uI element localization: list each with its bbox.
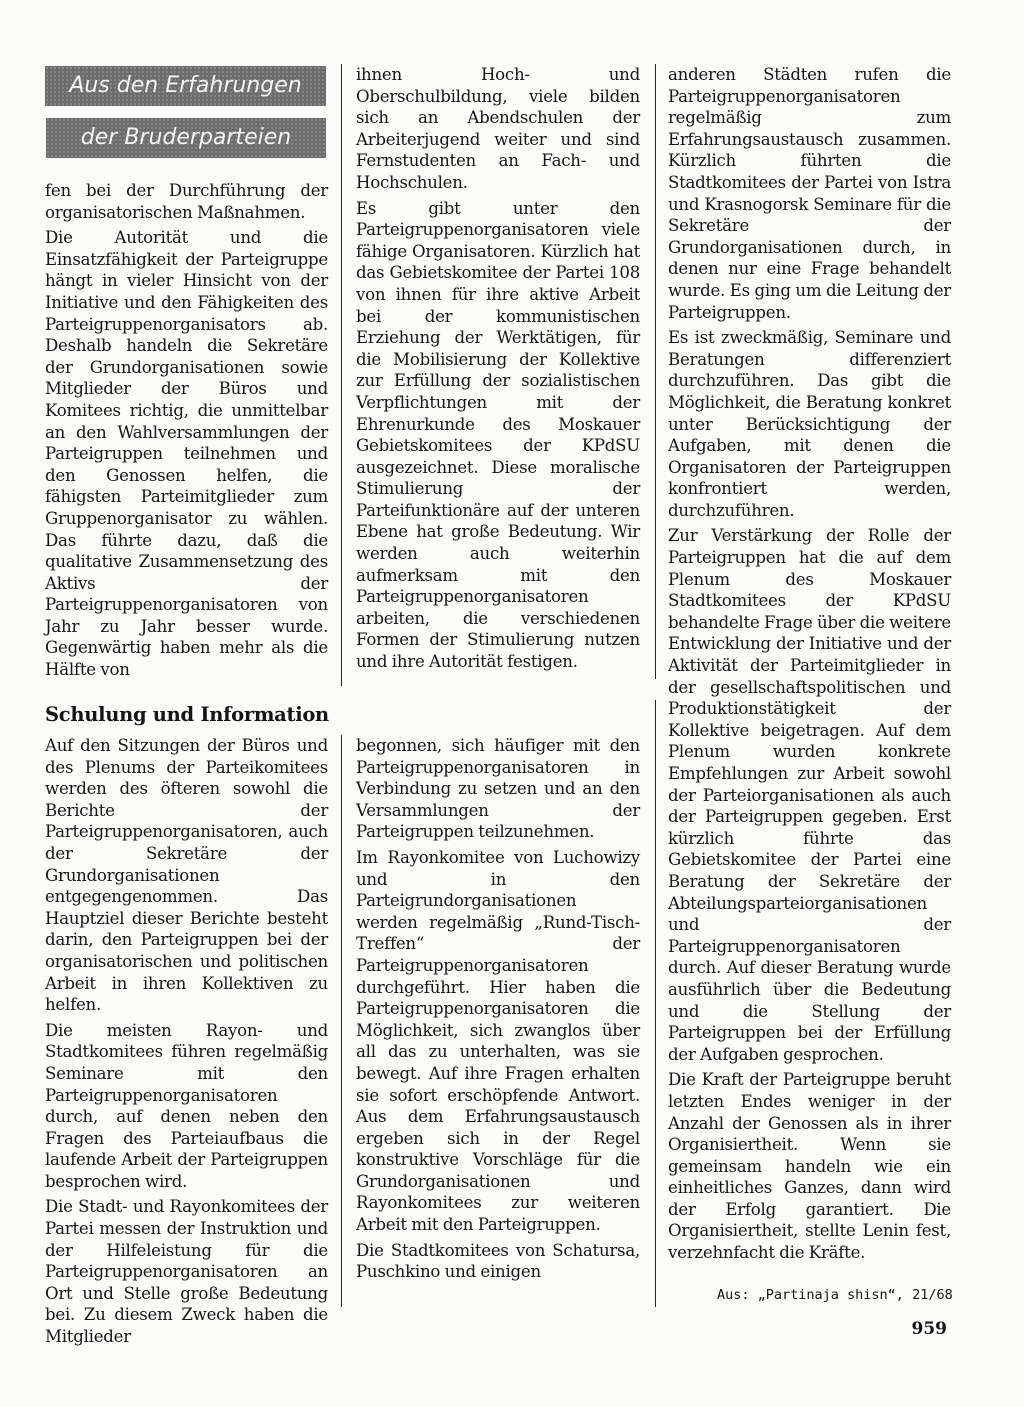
column-divider-1: [341, 64, 342, 686]
column-1-top: [45, 180, 328, 685]
paragraph: fen bei der Durchführung der organisatorischen Maßnahmen.: [45, 181, 328, 222]
page-number: 959: [911, 1319, 947, 1339]
column-2-top: [356, 64, 640, 677]
paragraph: ihnen Hoch- und Oberschulbildung, viele bilden sich an Abendschulen der Arbeiterjugend weiter und sind Fernstudenten an Fach- und Hochschulen.: [356, 65, 640, 192]
section-banner-line-1: Aus den Erfahrungen: [45, 66, 326, 106]
paragraph: Auf den Sitzungen der Büros und des Plenums der Parteikomitees werden des öfteren sowohl die Berichte der Parteigruppenorganisatoren, auch der Sekretäre der Grundorganisationen entgegengenommen. Das Hauptziel dieser Berichte besteht darin, den Parteigruppen bei der organisatorischen und politischen Arbeit in ihren Kollektiven zu helfen.: [45, 736, 328, 1015]
paragraph: Es ist zweckmäßig, Seminare und Beratungen differenziert durchzuführen. Das gibt die Möglichkeit, die Beratung konkret unter Berücksichtigung der Aufgaben, mit denen die Organisatoren der Parteigruppen konfrontiert werden, durchzuführen.: [668, 328, 951, 520]
column-divider-2: [655, 64, 656, 679]
source-citation: Aus: „Partinaja shisn“, 21/68: [717, 1287, 953, 1303]
column-divider-3: [341, 735, 342, 1307]
paragraph: Im Rayonkomitee von Luchowizy und in den Parteigrundorganisationen werden regelmäßig „Rund-Tisch-Treffen“ der Parteigruppenorganisatoren durchgeführt. Hier haben die Parteigruppenorganisatoren die Möglichkeit, sich zwanglos über all das zu unterhalten, was sie bewegt. Auf ihre Fragen erhalten sie sofort erschöpfende Antwort. Aus dem Erfahrungsaustausch ergeben sich in der Regel konstruktive Vorschläge für die Grundorganisationen und Rayonkomitees zur weiteren Arbeit mit den Parteigruppen.: [356, 847, 640, 1235]
paragraph: anderen Städten rufen die Parteigruppenorganisatoren regelmäßig zum Erfahrungsaustausch zusammen. Kürzlich führten die Stadtkomitees der Partei von Istra und Krasnogorsk Seminare für die Sekretäre der Grundorganisationen durch, in denen nur eine Frage behandelt wurde. Es ging um die Leitung der Parteigruppen.: [668, 65, 951, 322]
column-3: [668, 64, 951, 1268]
section-banner-line-2: der Bruderparteien: [46, 118, 326, 158]
paragraph: Die Autorität und die Einsatzfähigkeit der Parteigruppe hängt in vieler Hinsicht von der Initiative und den Fähigkeiten des Parteigruppenorganisators ab. Deshalb handeln die Sekretäre der Grundorganisationen sowie Mitglieder der Büros und Komitees richtig, die unmittelbar an den Wahlversammlungen der Parteigruppen teilnehmen und den Genossen helfen, die fähigsten Parteimitglieder zum Gruppenorganisator zu wählen. Das führte dazu, daß die qualitative Zusammensetzung des Aktivs der Parteigruppenorganisatoren von Jahr zu Jahr besser wurde. Gegenwärtig haben mehr als die Hälfte von: [45, 228, 328, 680]
column-2-bottom: [356, 735, 640, 1287]
column-1-bottom: [45, 735, 328, 1352]
paragraph: Die Kraft der Parteigruppe beruht letzten Endes weniger in der Anzahl der Genossen als in ihrer Organisiertheit. Wenn sie gemeinsam handeln wie ein einheitliches Ganzes, dann wird der Erfolg garantiert. Die Organisiertheit, stellte Lenin fest, verzehnfacht die Kräfte.: [668, 1070, 951, 1263]
column-divider-4: [655, 700, 656, 1307]
paragraph: Es gibt unter den Parteigruppenorganisatoren viele fähige Organisatoren. Kürzlich hat das Gebietskomitee der Partei 108 von ihnen für ihre aktive Arbeit bei der kommunistischen Erziehung der Werktätigen, für die Mobilisierung der Kollektive zur Erfüllung der sozialistischen Verpflichtungen mit der Ehrenurkunde des Moskauer Gebietskomitees der KPdSU ausgezeichnet. Diese moralische Stimulierung der Parteifunktionäre auf der unteren Ebene hat große Bedeutung. Wir werden auch weiterhin aufmerksam mit den Parteigruppenorganisatoren arbeiten, die verschiedenen Formen der Stimulierung nutzen und ihre Autorität festigen.: [356, 198, 640, 672]
paragraph: Die Stadtkomitees von Schatursa, Puschkino und einigen: [356, 1240, 640, 1282]
paragraph: Die meisten Rayon- und Stadtkomitees führen regelmäßig Seminare mit den Parteigruppenorganisatoren durch, auf denen neben den Fragen des Parteiaufbaus die laufende Arbeit der Parteigruppen besprochen wird.: [45, 1020, 328, 1191]
paragraph: begonnen, sich häufiger mit den Parteigruppenorganisatoren in Verbindung zu setzen und an den Versammlungen der Parteigruppen teilzunehmen.: [356, 736, 640, 842]
paragraph: Die Stadt- und Rayonkomitees der Partei messen der Instruktion und der Hilfeleistung für die Parteigruppenorganisatoren an Ort und Stelle große Bedeutung bei. Zu diesem Zweck haben die Mitglieder: [45, 1197, 328, 1347]
section-heading: Schulung und Information: [45, 703, 329, 726]
paragraph: Zur Verstärkung der Rolle der Parteigruppen hat die auf dem Plenum des Moskauer Stadtkomitees der KPdSU behandelte Frage über die weitere Entwicklung der Initiative und der Aktivität der Parteimitglieder in der gesellschaftspolitischen und Produktionstätigkeit der Kollektive beigetragen. Auf dem Plenum wurden konkrete Empfehlungen zur Arbeit sowohl der Parteiorganisationen als auch der Parteigruppen gegeben. Erst kürzlich führte das Gebietskomitee der Partei eine Beratung der Sekretäre der Abteilungsparteiorganisationen und der Parteigruppenorganisatoren durch. Auf dieser Beratung wurde ausführlich über die Bedeutung und die Stellung der Parteigruppen bei der Erfüllung der Aufgaben gesprochen.: [668, 526, 951, 1064]
